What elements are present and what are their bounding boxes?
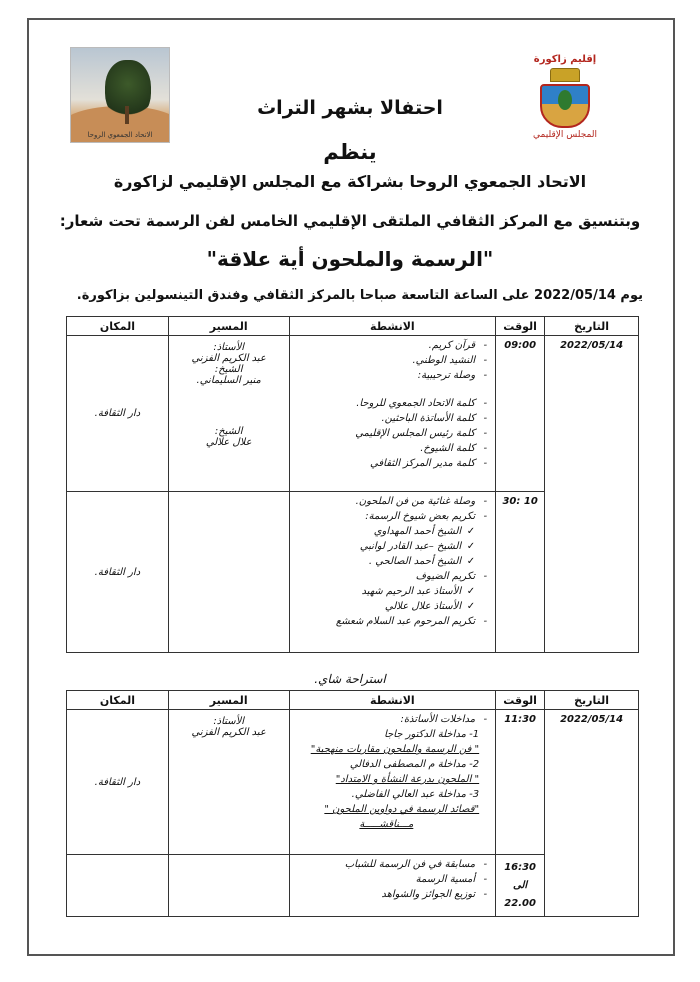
activity-item: - كلمة الشيوخ. xyxy=(294,441,490,456)
time-start: 16:30 xyxy=(504,862,537,873)
activity-item: ✓ الأستاذ عبد الرحيم شهيد xyxy=(294,584,490,599)
activities-cell xyxy=(289,336,496,492)
activity-item: - تكريم بعض شيوخ الرسمة: xyxy=(294,509,490,524)
place-cell: دار الثقافة. xyxy=(67,492,169,653)
session-time: 10 :30 xyxy=(496,492,545,653)
col-time-header: الوقت xyxy=(496,317,545,336)
host-line: منير السليماني. xyxy=(196,375,261,386)
crown-icon xyxy=(550,68,580,82)
col-place-header: المكان xyxy=(67,317,169,336)
photo-caption: الاتحاد الجمعوي الروحا xyxy=(87,131,153,139)
place-cell xyxy=(67,855,169,917)
event-date-line: يوم 2022/05/14 على الساعة التاسعة صباحا بالمركز الثقافي وفندق التينسولين بزاكورة. xyxy=(76,288,643,303)
emblem-top-text: إقليم زاكورة xyxy=(533,54,597,65)
place-cell: دار الثقافة. xyxy=(67,710,169,855)
activity-item: - كلمة مدير المركز الثقافي xyxy=(294,456,490,471)
activity-item: " الملحون بدرعة النشأة و الامتداد" xyxy=(335,774,480,785)
table-header-row xyxy=(67,691,639,710)
host-line: عبد الكريم الفزني xyxy=(191,727,266,738)
session-time: 11:30 xyxy=(496,710,545,855)
activity-item: - مداخلات الأساتذة: xyxy=(294,712,490,727)
col-activities-header: الانشطة xyxy=(289,317,496,336)
tea-break-label: استراحة شاي. xyxy=(314,672,386,686)
time-to: الى xyxy=(513,880,528,891)
activity-item: - وصلة غنائية من فن الملحون. xyxy=(294,494,490,509)
activity-item: ✓ الشيخ أحمد الصالحي . xyxy=(294,554,490,569)
activity-item: - قرآن كريم. xyxy=(294,338,490,353)
host-line: علال علالي xyxy=(205,437,252,448)
host-cell xyxy=(168,710,289,855)
activity-item: - النشيد الوطني. xyxy=(294,353,490,368)
col-time-header: الوقت xyxy=(496,691,545,710)
activity-item: ✓ الشيخ أحمد المهداوي xyxy=(294,524,490,539)
activity-item: 3- مداخلة عبد العالي الفاضلي. xyxy=(351,789,480,800)
col-place-header: المكان xyxy=(67,691,169,710)
emblem-bottom-text: المجلس الإقليمي xyxy=(533,130,597,140)
col-date-header: التاريخ xyxy=(545,317,639,336)
heading-slogan: "الرسمة والملحون أية علاقة" xyxy=(206,247,494,271)
session-time: 09:00 xyxy=(496,336,545,492)
heading-partnership: الاتحاد الجمعوي الروحا بشراكة مع المجلس الإقليمي لزاكورة xyxy=(113,172,587,191)
col-activities-header: الانشطة xyxy=(289,691,496,710)
session-date: 2022/05/14 xyxy=(545,710,639,917)
heading-coordination: وبتنسيق مع المركز الثقافي الملتقى الإقليمي الخامس لفن الرسمة تحت شعار: xyxy=(59,212,641,230)
schedule-table-2 xyxy=(66,690,639,917)
time-end: 22.00 xyxy=(504,898,536,909)
schedule-table-1 xyxy=(66,316,639,653)
place-cell: دار الثقافة. xyxy=(67,336,169,492)
activity-item: 2- مداخلة م المصطفى الدفالي xyxy=(349,759,480,770)
activity-item: - مسابقة في فن الرسمة للشباب xyxy=(294,857,490,872)
activity-item: - كلمة الأساتذة الباحثين. xyxy=(294,411,490,426)
host-cell xyxy=(168,336,289,492)
activity-item: 1- مداخلة الدكتور جاجا xyxy=(384,729,480,740)
palm-oasis-photo xyxy=(70,47,170,143)
activity-item: - كلمة رئيس المجلس الإقليمي xyxy=(294,426,490,441)
col-date-header: التاريخ xyxy=(545,691,639,710)
session-date: 2022/05/14 xyxy=(545,336,639,653)
host-cell xyxy=(168,492,289,653)
host-line: عبد الكريم الفزني xyxy=(191,353,266,364)
activity-item: ✓ الأستاذ علال علالي xyxy=(294,599,490,614)
activity-item: "قصائد الرسمة في دواوين الملحون " xyxy=(324,804,480,815)
activity-item: ✓ الشيخ –عبد القادر لوانبي xyxy=(294,539,490,554)
session-time xyxy=(496,855,545,917)
table-row xyxy=(67,710,639,855)
activity-item: - كلمة الاتحاد الجمعوي للروحا. xyxy=(294,396,490,411)
activities-cell xyxy=(289,855,496,917)
activity-item: " فن الرسمة والملحون مقاربات منهجية" xyxy=(310,744,480,755)
activities-cell xyxy=(289,710,496,855)
activity-item: - أمسية الرسمة xyxy=(294,872,490,887)
host-line: الشيخ: xyxy=(214,364,243,375)
activity-item: - تكريم المرحوم عبد السلام شعشع xyxy=(294,614,490,629)
heading-organizes: ينظم xyxy=(323,140,377,164)
activities-cell xyxy=(289,492,496,653)
col-host-header: المسير xyxy=(168,317,289,336)
col-host-header: المسير xyxy=(168,691,289,710)
host-line: الشيخ: xyxy=(214,426,243,437)
host-line: الأستاذ: xyxy=(213,342,245,353)
table-row xyxy=(67,336,639,492)
table-header-row xyxy=(67,317,639,336)
heading-heritage-month: احتفالا بشهر التراث xyxy=(257,97,443,119)
activity-item: مـــناقشـــــة xyxy=(359,819,414,830)
activity-item: - تكريم الضيوف xyxy=(294,569,490,584)
activity-item: - توزيع الجوائز والشواهد xyxy=(294,887,490,902)
host-line: الأستاذ: xyxy=(213,716,245,727)
host-cell xyxy=(168,855,289,917)
activity-item: - وصلة ترحيبية: xyxy=(294,368,490,383)
